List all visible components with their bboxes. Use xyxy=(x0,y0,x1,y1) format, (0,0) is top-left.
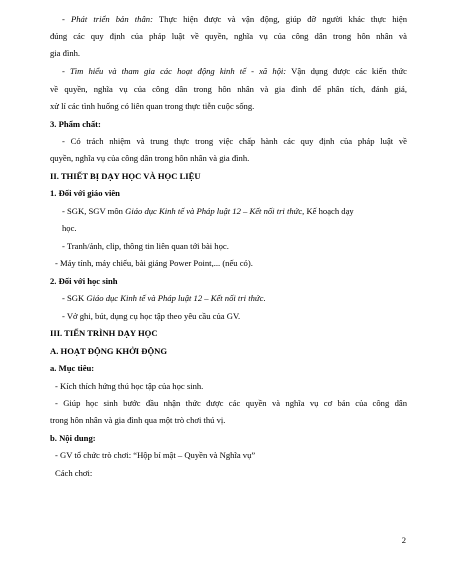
paragraph-text: - SGK xyxy=(62,293,87,303)
subsection-heading: 1. Đối với giáo viên xyxy=(50,188,120,198)
paragraph-line: học. xyxy=(62,223,77,233)
paragraph-line: gia đình. xyxy=(50,48,81,58)
section-heading: A. HOẠT ĐỘNG KHỞI ĐỘNG xyxy=(50,346,168,356)
italic-label: - Tìm hiểu và tham gia các hoạt động kinh tế - xã hội: xyxy=(62,66,287,76)
paragraph-line xyxy=(62,293,266,304)
paragraph-line: về quyền, nghĩa vụ của công dân trong hôn nhân và gia đình để phân tích, đánh giá, xyxy=(50,84,407,94)
paragraph-line xyxy=(62,206,354,217)
paragraph-text: . xyxy=(263,293,266,303)
section-heading: 3. Phẩm chất: xyxy=(50,119,101,129)
paragraph-text: - SGK, SGV môn xyxy=(62,206,126,216)
paragraph-line: - Tranh/ảnh, clip, thông tin liên quan tới bài học. xyxy=(62,241,229,251)
paragraph-line: - Kích thích hứng thú học tập của học sinh. xyxy=(55,381,204,391)
paragraph-text: Vận dụng được các kiến thức xyxy=(286,66,407,76)
paragraph-line: - Có trách nhiệm và trung thực trong việc chấp hành các quy định của pháp luật về xyxy=(62,136,407,146)
paragraph-line: - Giúp học sinh bước đầu nhận thức được các quyền và nghĩa vụ cơ bản của công dân xyxy=(55,398,407,408)
subsection-heading: a. Mục tiêu: xyxy=(50,363,95,373)
paragraph-line xyxy=(62,14,407,25)
italic-text: Giáo dục Kinh tế và Pháp luật 12 – Kết nối tri thức xyxy=(86,293,264,303)
paragraph-text: , Kế hoạch dạy xyxy=(302,206,354,216)
paragraph-line: - Máy tính, máy chiếu, bài giảng Power Point,... (nếu có). xyxy=(55,258,253,268)
italic-label: - Phát triển bản thân: xyxy=(62,14,153,24)
paragraph-line: trong hôn nhân và gia đình qua một trò chơi thú vị. xyxy=(50,415,226,425)
italic-text: Giáo dục Kinh tế và Pháp luật 12 – Kết nối tri thức xyxy=(125,206,303,216)
section-heading: III. TIẾN TRÌNH DẠY HỌC xyxy=(50,328,158,338)
paragraph-line: đúng các quy định của pháp luật về quyền, nghĩa vụ của công dân trong hôn nhân và xyxy=(50,31,407,41)
paragraph-text: Thực hiện được và vận động, giúp đỡ người khác thực hiện xyxy=(152,14,407,24)
page-number: 2 xyxy=(401,535,406,545)
paragraph-line: - GV tổ chức trò chơi: “Hộp bí mật – Quyền và Nghĩa vụ” xyxy=(55,450,256,460)
paragraph-line xyxy=(62,66,407,77)
paragraph-line: xử lí các tình huống có liên quan trong thực tiễn cuộc sống. xyxy=(50,101,255,111)
subsection-heading: b. Nội dung: xyxy=(50,433,96,443)
paragraph-line: Cách chơi: xyxy=(55,468,93,478)
section-heading: II. THIẾT BỊ DẠY HỌC VÀ HỌC LIỆU xyxy=(50,171,201,181)
subsection-heading: 2. Đối với học sinh xyxy=(50,276,118,286)
paragraph-line: - Vở ghi, bút, dụng cụ học tập theo yêu cầu của GV. xyxy=(62,311,241,321)
paragraph-line: quyền, nghĩa vụ của công dân trong hôn nhân và gia đình. xyxy=(50,153,250,163)
